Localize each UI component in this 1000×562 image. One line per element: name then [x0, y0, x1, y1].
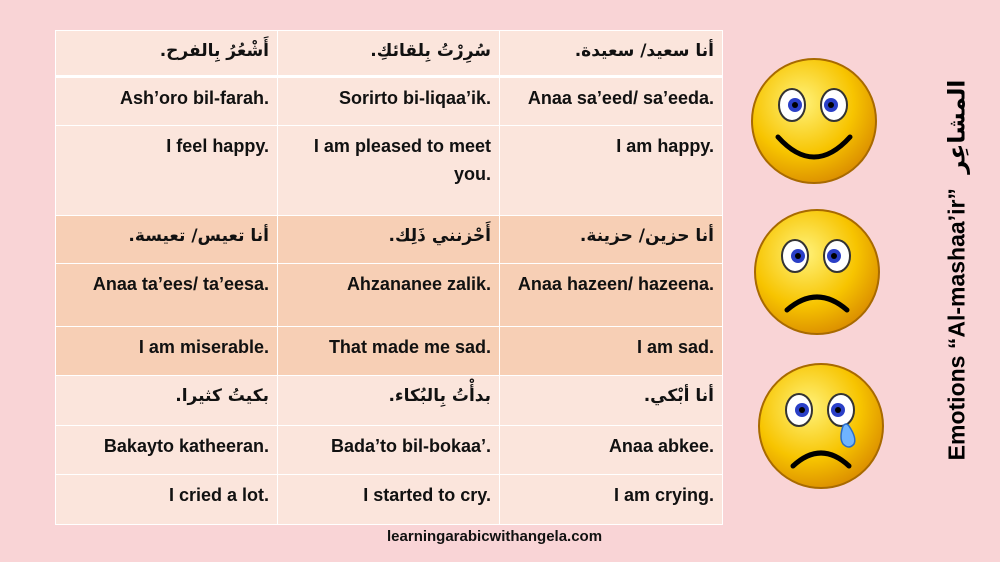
table-cell: I am miserable.: [56, 327, 278, 376]
table-cell: I am sad.: [500, 327, 723, 376]
table-cell: Ahzananee zalik.: [278, 264, 500, 327]
table-cell: بدأْتُ بِالبُكاء.: [278, 376, 500, 426]
table-row: [56, 126, 723, 216]
table-cell: Bakayto katheeran.: [56, 426, 278, 475]
side-title-arabic: المشاعِر: [944, 79, 971, 174]
table-cell: That made me sad.: [278, 327, 500, 376]
table-cell: I started to cry.: [278, 475, 500, 525]
table-row: [56, 77, 723, 126]
table-cell: I cried a lot.: [56, 475, 278, 525]
table-row: [56, 475, 723, 525]
table-cell: Ash’oro bil-farah.: [56, 77, 278, 126]
side-title: [944, 80, 971, 461]
table-cell: سُرِرْتُ بِلقائكِ.: [278, 31, 500, 77]
phrase-table: [55, 30, 723, 525]
table-cell: Anaa abkee.: [500, 426, 723, 475]
table-row: [56, 426, 723, 475]
table-cell: I am happy.: [500, 126, 723, 216]
table-row: [56, 31, 723, 77]
table-cell: أنا أبْكي.: [500, 376, 723, 426]
table-cell: بكيتُ كثيرا.: [56, 376, 278, 426]
table-cell: I feel happy.: [56, 126, 278, 216]
table-cell: أنا تعيس/ تعيسة.: [56, 216, 278, 264]
table-cell: Sorirto bi-liqaa’ik.: [278, 77, 500, 126]
table-cell: أنا سعيد/ سعيدة.: [500, 31, 723, 77]
sad-face-icon: [751, 206, 883, 338]
table-cell: أَشْعُرُ بِالفرح.: [56, 31, 278, 77]
table-row: [56, 327, 723, 376]
table-row: [56, 376, 723, 426]
side-title-english: Emotions “Al-mashaa’ir”: [943, 188, 970, 461]
table-cell: أنا حزين/ حزينة.: [500, 216, 723, 264]
table-cell: I am pleased to meet you.: [278, 126, 500, 216]
table-cell: Anaa hazeen/ hazeena.: [500, 264, 723, 327]
crying-face-icon: [755, 360, 887, 492]
happy-face-icon: [748, 55, 880, 187]
footer-url: learningarabicwithangela.com: [387, 528, 603, 545]
table-row: [56, 264, 723, 327]
table-cell: Bada’to bil-bokaa’.: [278, 426, 500, 475]
table-cell: I am crying.: [500, 475, 723, 525]
table-cell: أَحْزنني ذَلِك.: [278, 216, 500, 264]
table-cell: Anaa ta’ees/ ta’eesa.: [56, 264, 278, 327]
table-row: [56, 216, 723, 264]
table-cell: Anaa sa’eed/ sa’eeda.: [500, 77, 723, 126]
